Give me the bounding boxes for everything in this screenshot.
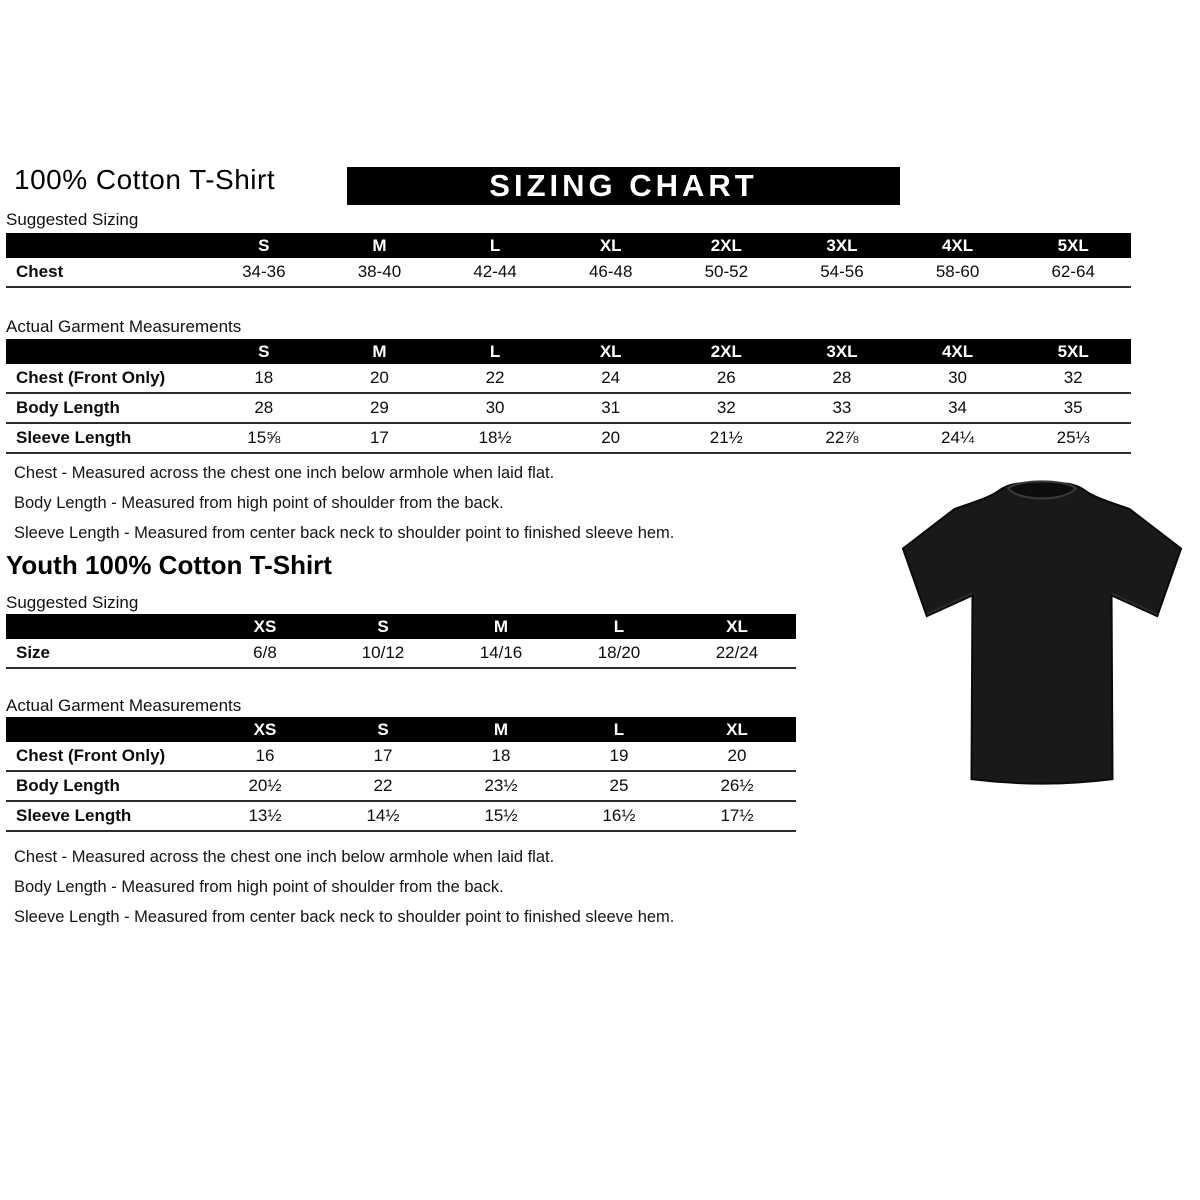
youth-suggested-sizing-table	[6, 614, 796, 669]
value-cell: 31	[601, 398, 621, 417]
value-cell: 25	[609, 776, 629, 795]
table-row	[6, 364, 1131, 394]
table-header-row	[6, 717, 796, 742]
table-row	[6, 772, 796, 802]
value-cell: 54-56	[820, 262, 864, 281]
column-header: 3XL	[826, 235, 858, 255]
value-cell: 18	[254, 368, 274, 387]
table-row	[6, 394, 1131, 424]
table-header-row	[6, 339, 1131, 364]
note-body-length: Body Length - Measured from high point of shoulder from the back.	[14, 494, 504, 512]
value-cell: 20½	[248, 776, 282, 795]
note-chest: Chest - Measured across the chest one inch below armhole when laid flat.	[14, 464, 555, 482]
column-header: L	[613, 616, 625, 636]
youth-actual-measurements-label: Actual Garment Measurements	[6, 696, 242, 715]
value-cell: 35	[1063, 398, 1083, 417]
value-cell: 22/24	[715, 643, 759, 662]
value-cell: 14½	[366, 806, 400, 825]
youth-actual-measurements-table	[6, 717, 796, 832]
column-header: S	[377, 616, 389, 636]
tshirt-graphic	[893, 476, 1191, 816]
value-cell: 25⅓	[1056, 428, 1090, 447]
column-header: M	[372, 235, 387, 255]
column-header: S	[377, 719, 389, 739]
row-label: Chest (Front Only)	[16, 368, 166, 387]
value-cell: 10/12	[361, 643, 405, 662]
column-header: M	[493, 616, 509, 636]
value-cell: 33	[832, 398, 852, 417]
table-header-row	[6, 614, 796, 639]
value-cell: 17	[369, 428, 389, 447]
row-label: Chest	[16, 262, 64, 281]
table-header-row	[6, 233, 1131, 258]
note-sleeve-length: Sleeve Length - Measured from center back neck to shoulder point to finished sleeve hem.	[14, 908, 675, 926]
value-cell: 13½	[248, 806, 282, 825]
adult-measurement-notes	[14, 458, 674, 548]
adult-suggested-sizing-label: Suggested Sizing	[6, 210, 139, 229]
adult-actual-measurements-table	[6, 339, 1131, 454]
row-label: Body Length	[16, 398, 120, 417]
value-cell: 24	[601, 368, 621, 387]
value-cell: 46-48	[588, 262, 633, 281]
column-header: XL	[599, 235, 622, 255]
row-label: Size	[16, 643, 51, 662]
column-header: L	[613, 719, 625, 739]
column-header: XL	[599, 341, 622, 361]
row-label: Body Length	[16, 776, 120, 795]
row-label: Sleeve Length	[16, 428, 132, 447]
column-header: 2XL	[710, 235, 742, 255]
column-header: L	[489, 235, 501, 255]
column-header: S	[258, 341, 270, 361]
note-chest: Chest - Measured across the chest one inch below armhole when laid flat.	[14, 848, 555, 866]
value-cell: 18	[491, 746, 511, 765]
value-cell: 32	[1063, 368, 1083, 387]
adult-actual-measurements-label: Actual Garment Measurements	[6, 317, 242, 336]
value-cell: 28	[254, 398, 274, 417]
value-cell: 18/20	[597, 643, 641, 662]
value-cell: 42-44	[473, 262, 517, 281]
column-header: 2XL	[710, 341, 742, 361]
sizing-chart-banner: SIZING CHART	[347, 167, 900, 205]
value-cell: 26½	[720, 776, 754, 795]
value-cell: 15½	[484, 806, 518, 825]
value-cell: 22	[485, 368, 505, 387]
value-cell: 62-64	[1051, 262, 1095, 281]
value-cell: 16	[255, 746, 275, 765]
value-cell: 21½	[709, 428, 743, 447]
table-row	[6, 742, 796, 772]
column-header: 4XL	[941, 341, 974, 361]
value-cell: 17½	[720, 806, 754, 825]
value-cell: 18½	[478, 428, 512, 447]
note-sleeve-length: Sleeve Length - Measured from center back neck to shoulder point to finished sleeve hem.	[14, 524, 675, 542]
value-cell: 20	[369, 368, 389, 387]
value-cell: 17	[373, 746, 393, 765]
row-label: Chest (Front Only)	[16, 746, 166, 765]
adult-suggested-sizing-table	[6, 233, 1131, 288]
value-cell: 28	[832, 368, 852, 387]
column-header: XL	[726, 616, 748, 636]
value-cell: 19	[609, 746, 629, 765]
value-cell: 15⅝	[247, 428, 281, 447]
table-row	[6, 424, 1131, 454]
value-cell: 23½	[484, 776, 518, 795]
tshirt-image	[893, 476, 1191, 816]
value-cell: 22	[373, 776, 393, 795]
table-row	[6, 802, 796, 832]
value-cell: 30	[485, 398, 505, 417]
value-cell: 30	[948, 368, 968, 387]
column-header: 5XL	[1057, 235, 1089, 255]
column-header: L	[489, 341, 501, 361]
column-header: 5XL	[1057, 341, 1089, 361]
value-cell: 20	[727, 746, 747, 765]
column-header: XS	[253, 719, 277, 739]
value-cell: 58-60	[935, 262, 980, 281]
value-cell: 38-40	[357, 262, 402, 281]
youth-measurement-notes	[14, 842, 674, 932]
column-header: S	[258, 235, 270, 255]
table-row	[6, 258, 1131, 288]
table-row	[6, 639, 796, 669]
column-header: M	[493, 719, 509, 739]
value-cell: 34	[948, 398, 968, 417]
note-body-length: Body Length - Measured from high point of shoulder from the back.	[14, 878, 504, 896]
value-cell: 26	[716, 368, 736, 387]
value-cell: 22⅞	[825, 428, 859, 447]
value-cell: 16½	[602, 806, 636, 825]
youth-suggested-sizing-label: Suggested Sizing	[6, 593, 139, 612]
youth-section-title: Youth 100% Cotton T-Shirt	[6, 550, 332, 580]
column-header: XS	[253, 616, 277, 636]
value-cell: 6/8	[253, 643, 277, 662]
value-cell: 24¼	[941, 428, 975, 447]
row-label: Sleeve Length	[16, 806, 132, 825]
value-cell: 32	[716, 398, 736, 417]
column-header: M	[372, 341, 387, 361]
column-header: XL	[726, 719, 748, 739]
value-cell: 34-36	[242, 262, 286, 281]
adult-section-title: 100% Cotton T-Shirt	[14, 164, 276, 195]
value-cell: 20	[601, 428, 621, 447]
column-header: 4XL	[941, 235, 974, 255]
value-cell: 50-52	[704, 262, 749, 281]
value-cell: 14/16	[479, 643, 523, 662]
column-header: 3XL	[826, 341, 858, 361]
value-cell: 29	[369, 398, 389, 417]
